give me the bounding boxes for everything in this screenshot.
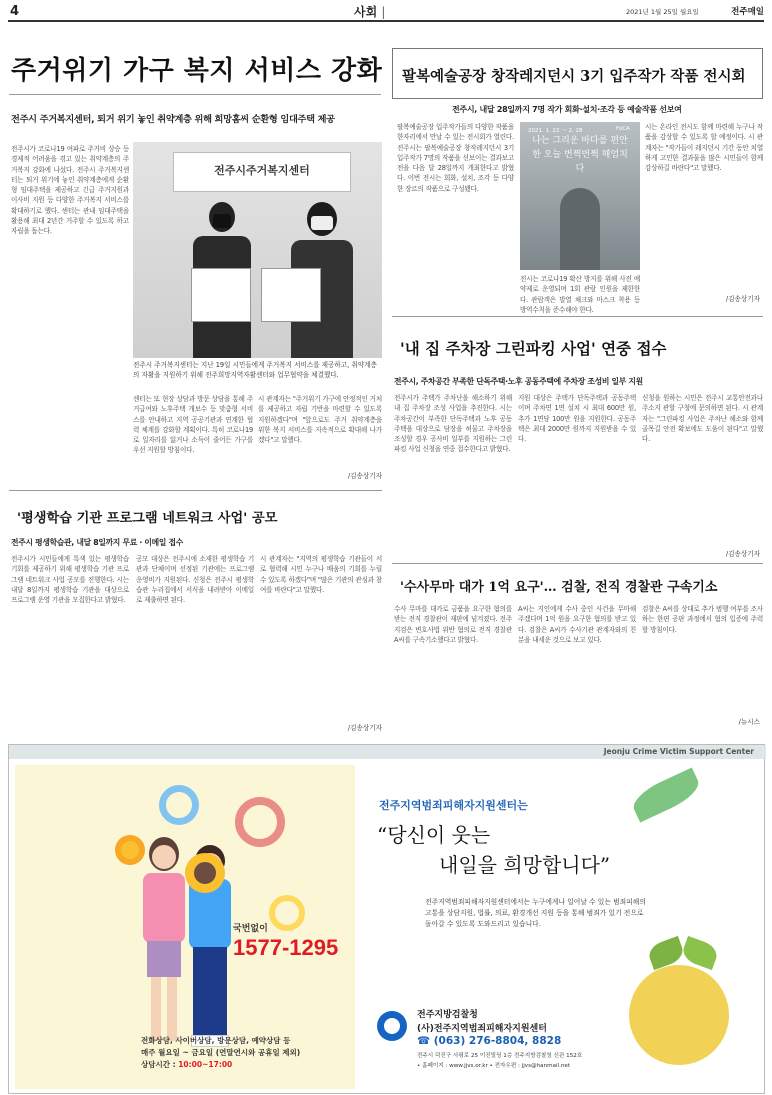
issue-date: 2021년 1월 25일 월요일 (626, 8, 699, 16)
decor-circle-blue (159, 785, 199, 825)
article1-byline: /김송상기자 (347, 472, 382, 480)
article4-body-col2: 공모 대상은 전주시에 소재한 평생학습 기관과 단체이며 선정된 기관에는 프로그램 운영비가 지원된다. 신청은 전주시 평생학습관 누리집에서 서식을 내려받아 이메일로 제출하면 된다. (136, 555, 254, 605)
agreement-document-left (191, 268, 251, 322)
decor-circle-yellow (269, 895, 305, 931)
hotline-number: 1577-1295 (233, 935, 339, 960)
logo-line1: 전주지방검찰청 (417, 1010, 478, 1020)
article5-body-col2: A씨는 지인에게 수사 중인 사건을 무마해주겠다며 1억 원을 요구한 혐의를 받고 있다. 검찰은 A씨가 수사기관 관계자와의 친분을 내세운 것으로 보고 있다. (518, 605, 636, 644)
article3-subheadline: 전주시, 주차공간 부족한 단독주택·노후 공동주택에 주차장 조성비 일부 지원 (394, 377, 643, 386)
article4-body-col3: 시 관계자는 "지역의 평생학습 기관들이 서로 협력해 시민 누구나 배움의 기회를 누릴 수 있도록 하겠다"며 "많은 기관의 관심과 참여를 바란다"고 말했다. (260, 555, 382, 594)
service-time-row: 상담시간 : 10:00~17:00 (141, 1060, 233, 1069)
article2-body-col3: 시는 온라인 전시도 함께 마련해 누구나 작품을 감상할 수 있도록 할 예정이다. 시 관계자는 "작가들이 레지던시 기간 동안 치열하게 고민한 결과물을 많은 시민들이 함께 감상하길 바란다"고 말했다. (645, 123, 763, 173)
hotline-label: 국번없이 (233, 924, 268, 934)
article4-headline: '평생학습 기관 프로그램 네트워크 사업' 공모 (17, 511, 278, 526)
article4-byline: /김송상기자 (347, 724, 382, 732)
article2-body-col1: 팔복예술공장 입주작가들의 다양한 작품을 한자리에서 만날 수 있는 전시회가 열린다. 전주시는 팔복예술공장 창작레지던시 3기 입주작가 7명의 작품을 선보이는 결과보고전을 다음 달 28일까지 개최한다고 밝혔다. 이번 전시는 회화, 설치, 조각 등 다양한 장르의 작품으로 구성됐다. (397, 123, 514, 193)
org-logo-icon (377, 1011, 407, 1041)
article1-body-col2: 센터는 또 현장 상담과 방문 상담을 통해 주거급여와 노후주택 개보수 등 맞춤형 서비스를 안내하고 지역 공공기관과 연계한 협력 체계를 강화할 계획이다. 특히 코로나19로 일자리를 잃거나 소득이 줄어든 가구를 우선 지원할 방침이다. (133, 395, 253, 455)
contact-address: 전주시 덕진구 사평로 25 이진빌딩 1층 전주지방검찰청 신관 152호 (417, 1053, 583, 1059)
article2-headline: 팔복예술공장 창작레지던시 3기 입주작가 작품 전시회 (402, 68, 746, 85)
ad-english-title: Jeonju Crime Victim Support Center (603, 747, 754, 756)
logo-line2: (사)전주지역범죄피해자지원센터 (417, 1024, 547, 1034)
exhibition-poster (520, 122, 640, 270)
article3-body-col1: 전주시가 주택가 주차난을 해소하기 위해 내 집 주차장 조성 사업을 추진한다. 시는 주차공간이 부족한 단독주택과 노후 공동주택을 대상으로 담장을 허물고 주차장을 조성할 경우 공사비 일부를 지원하는 그린파킹 사업 신청을 연중 접수한다고 밝혔다. (394, 394, 512, 454)
agreement-document-right (261, 268, 321, 322)
article2-byline: /김송상기자 (725, 295, 760, 303)
article3-body-col3: 신청을 원하는 시민은 전주시 교통안전과나 주소지 관할 구청에 문의하면 된다. 시 관계자는 "그린파킹 사업은 주차난 해소와 함께 골목길 안전 확보에도 도움이 된다"고 말했다. (642, 394, 763, 444)
article5-byline: /뉴시스 (738, 718, 760, 726)
article3-byline: /김송상기자 (725, 550, 760, 558)
article3-headline: '내 집 주차장 그린파킹 사업' 연중 접수 (400, 339, 667, 358)
poster-title: 나는 그리운 바다를 편안한 오늘 번쩍번쩍 해엄치다 (532, 136, 628, 174)
ad-description: 전주지역범죄피해자지원센터에서는 누구에게나 일어날 수 있는 범죄피해의 고통을 상담지원, 법률, 의료, 환경개선 지원 등을 통해 범죄가 있기 전으로 돌아갈 수 있도록 도와드리고 있습니다. (425, 898, 646, 928)
decor-leaf (628, 768, 703, 823)
article1-subheadline: 전주시 주거복지센터, 퇴거 위기 놓인 취약계층 위해 희망홈씨 순환형 임대주택 제공 (11, 114, 335, 125)
page-number: 4 (10, 4, 20, 19)
article4-body-col1: 전주시가 시민들에게 특색 있는 평생학습 기회를 제공하기 위해 평생학습 기관 프로그램 네트워크 사업 공모를 진행한다. 시는 내달 8일까지 평생학습 기관을 대상으로 프로그램 운영 기관을 모집한다고 밝혔다. (11, 555, 129, 605)
section-name: 사회 | (354, 5, 386, 19)
watering-can-icon (629, 965, 729, 1065)
article3-body-col2: 지원 대상은 주택가 단독주택과 공동주택이며 주차면 1면 설치 시 최대 600만 원, 추가 1면당 100만 원을 지원한다. 공동주택은 최대 2000만 원까지 지원받을 수 있다. (518, 394, 636, 444)
article5-body-col3: 검찰은 A씨를 상대로 추가 범행 여부를 조사하는 한편 공판 과정에서 혐의 입증에 주력할 방침이다. (642, 605, 763, 634)
article1-body-col1: 전주시가 코로나19 여파로 주거비 상승 등 경제적 어려움을 겪고 있는 취약계층의 주거복지 강화에 나섰다. 전주시 주거복지센터는 퇴거 위기에 놓인 취약계층에게 순환형 임대주택을 제공하고 긴급 주거지원과 이사비 지원 등 다양한 주거복지 서비스를 확대하기로 했다. 센터는 관내 임대주택을 활용해 최대 2년간 거주할 수 있도록 하고 자립을 돕는다. (11, 145, 129, 236)
article4-subheadline: 전주시 평생학습관, 내달 8일까지 무료 · 이메일 접수 (11, 538, 183, 547)
contact-phone: ☎ (063) 276-8804, 8828 (417, 1035, 562, 1047)
article2-body-col2: 전시는 코로나19 확산 방지를 위해 사전 예약제로 운영되며 1회 관람 인원을 제한한다. 관람객은 발열 체크와 마스크 착용 등 방역수칙을 준수해야 한다. (520, 275, 640, 314)
article1-photo (133, 142, 382, 358)
service-hours: 매주 월요일 ~ 금요일 (연말연시와 공휴일 제외) (141, 1048, 301, 1057)
article5-headline: '수사무마 대가 1억 요구'… 검찰, 전직 경찰관 구속기소 (400, 580, 718, 595)
poster-brand: FoCA (616, 126, 630, 132)
child-girl (141, 837, 187, 1051)
article2-subheadline: 전주시, 내달 28일까지 7명 작가 회화·설치·조각 등 예술작품 선보여 (452, 105, 682, 114)
crime-victim-ad (8, 744, 765, 1094)
poster-figure (560, 188, 600, 270)
ad-slogan-line1: “당신이 웃는 (377, 823, 491, 847)
page-header (8, 2, 764, 22)
sunflower-icon-right (185, 853, 225, 893)
office-sign-text: 전주시주거복지센터 (214, 164, 310, 177)
paper-name: 전주매일 (731, 7, 764, 17)
ad-slogan-line2: 내일을 희망합니다” (439, 853, 611, 877)
article5-body-col1: 수사 무마를 대가로 금품을 요구한 혐의를 받는 전직 경찰관이 재판에 넘겨졌다. 전주지검은 변호사법 위반 혐의로 전직 경찰관 A씨를 구속기소했다고 밝혔다. (394, 605, 512, 644)
decor-circle-red (235, 797, 285, 847)
article1-photo-caption: 전주시 주거복지센터는 지난 19일 시민들에게 주거복지 서비스를 제공하고, 취약계층의 자활을 지원하기 위해 전주희망지역자활센터와 업무협약을 체결했다. (133, 361, 377, 379)
service-list: 전화상담, 사이버상담, 방문상담, 예약상담 등 (141, 1036, 291, 1045)
ad-org-heading: 전주지역범죄피해자지원센터는 (379, 799, 528, 812)
contact-web: • 홈페이지 : www.jjvs.or.kr • 전자우편 : jjvs@hanmail.net (417, 1063, 571, 1069)
poster-dates: 2021. 1. 22 ～ 2. 28 (528, 128, 583, 134)
article1-headline: 주거위기 가구 복지 서비스 강화 (11, 56, 383, 86)
article1-body-col3: 시 관계자는 "주거위기 가구에 안정적인 거처를 제공하고 자립 기반을 마련할 수 있도록 지원하겠다"며 "앞으로도 주거 취약계층을 위한 복지 서비스를 지속적으로 확대해 나가겠다"고 말했다. (258, 395, 382, 445)
sunflower-icon-left (115, 835, 145, 865)
